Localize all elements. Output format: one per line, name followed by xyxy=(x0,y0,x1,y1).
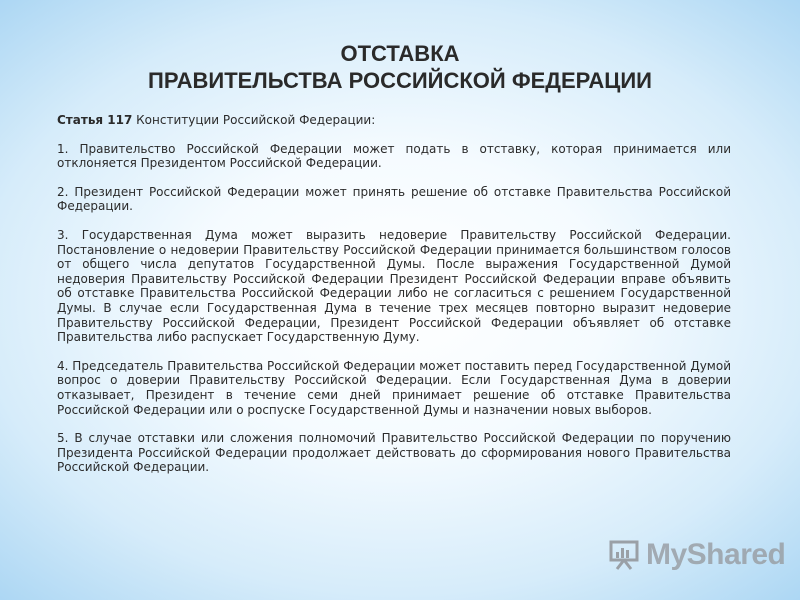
intro-line xyxy=(57,113,731,128)
intro-text: Конституции Российской Федерации: xyxy=(132,113,376,127)
paragraph-4: 4. Председатель Правительства Российской Федерации может поставить перед Государственной Думой вопрос о доверии Правительству Российской Федерации. Если Государственная Дума в доверии отказывает, Президент в течение семи дней принимает решение об отставке Правительства Российской Федерации или о роспуске Государственной Думы и назначении новых выборов. xyxy=(57,358,731,417)
title-line-1: ОТСТАВКА xyxy=(340,41,460,66)
slide-title xyxy=(60,40,740,94)
slide-body xyxy=(57,113,731,489)
paragraph-1: 1. Правительство Российской Федерации может подать в отставку, которая принимается или отклоняется Президентом Российской Федерации. xyxy=(57,141,731,171)
paragraph-5: 5. В случае отставки или сложения полномочий Правительство Российской Федерации по поручению Президента Российской Федерации продолжает действовать до сформирования нового Правительства Российской Федерации. xyxy=(57,431,731,475)
presentation-board-icon xyxy=(608,539,640,571)
title-line-2: ПРАВИТЕЛЬСТВА РОССИЙСКОЙ ФЕДЕРАЦИИ xyxy=(148,68,652,93)
article-number: Статья 117 xyxy=(57,113,133,127)
logo-text: MyShared xyxy=(646,538,786,571)
paragraph-2: 2. Президент Российской Федерации может принять решение об отставке Правительства Российской Федерации. xyxy=(57,184,731,214)
paragraph-3: 3. Государственная Дума может выразить недоверие Правительству Российской Федерации. Постановление о недоверии Правительству Российской Федерации принимается большинством голосов от общего числа депутатов Государственной Думы. После выражения Государственной Думой недоверия Правительству Российской Федерации Президент Российской Федерации вправе объявить об отставке Правительства Российской Федерации либо не согласиться с решением Государственной Думы. В случае если Государственная Дума в течение трех месяцев повторно выразит недоверие Правительству Российской Федерации, Президент Российской Федерации объявляет об отставке Правительства либо распускает Государственную Думу. xyxy=(57,227,731,345)
myshared-logo[interactable] xyxy=(608,535,785,575)
